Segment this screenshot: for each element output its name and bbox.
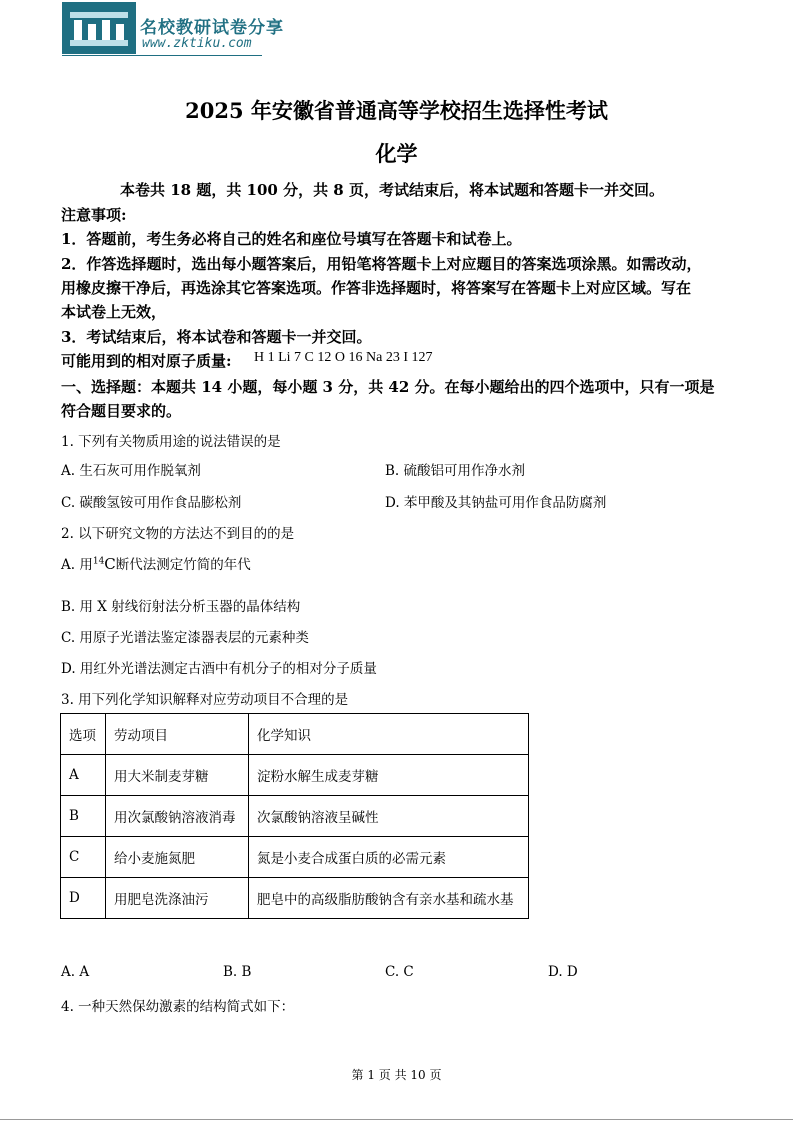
- atomic-mass-label: 可能用到的相对原子质量:: [61, 352, 232, 370]
- logo-icon: [62, 2, 136, 54]
- notes-heading: 注意事项:: [61, 206, 127, 224]
- exam-title: 2025 年安徽省普通高等学校招生选择性考试: [185, 98, 608, 123]
- question-stem: 4. 一种天然保幼激素的结构简式如下：: [61, 999, 295, 1015]
- option-c[interactable]: C. C: [385, 964, 414, 980]
- option-d[interactable]: D. 用红外光谱法测定古酒中有机分子的相对分子质量: [61, 661, 377, 677]
- table-cell: 给小麦施氮肥: [106, 837, 249, 878]
- section-heading: 符合题目要求的。: [61, 402, 182, 420]
- table-row: [61, 796, 529, 837]
- notes-item: 用橡皮擦干净后，再选涂其它答案选项。作答非选择题时，将答案写在答题卡上对应区域。写在: [61, 279, 692, 297]
- page-footer: 第 1 页 共 10 页: [351, 1068, 442, 1082]
- option-a[interactable]: [61, 553, 251, 573]
- table-cell: D: [61, 878, 106, 919]
- option-d[interactable]: D. D: [548, 964, 578, 980]
- table-cell: 肥皂中的高级脂肪酸钠含有亲水基和疏水基: [249, 878, 529, 919]
- notes-item: 本试卷上无效，: [61, 303, 167, 321]
- table-cell: 用大米制麦芽糖: [106, 755, 249, 796]
- table-cell: 淀粉水解生成麦芽糖: [249, 755, 529, 796]
- table-cell: 用次氯酸钠溶液消毒: [106, 796, 249, 837]
- exam-subject: 化学: [375, 141, 418, 166]
- option-a[interactable]: A. 生石灰可用作脱氧剂: [61, 463, 201, 479]
- question-stem: 2. 以下研究文物的方法达不到目的的是: [61, 526, 295, 542]
- table-cell: 次氯酸钠溶液呈碱性: [249, 796, 529, 837]
- option-b[interactable]: B. B: [223, 964, 252, 980]
- notes-item: 3．考试结束后，将本试卷和答题卡一并交回。: [61, 328, 372, 346]
- table-cell: A: [61, 755, 106, 796]
- option-c[interactable]: C. 用原子光谱法鉴定漆器表层的元素种类: [61, 630, 309, 646]
- footer-divider: [0, 1119, 793, 1120]
- option-a-text: 断代法测定竹简的年代: [115, 557, 251, 573]
- table-header-cell: 选项: [61, 714, 106, 755]
- table-header-cell: 化学知识: [249, 714, 529, 755]
- notes-item: 2．作答选择题时，选出每小题答案后，用铅笔将答题卡上对应题目的答案选项涂黑。如需改动，: [61, 255, 702, 273]
- header-divider: [62, 55, 262, 56]
- table-row: [61, 878, 529, 919]
- question-stem: 1. 下列有关物质用途的说法错误的是: [61, 434, 281, 450]
- element-symbol: C: [104, 555, 116, 573]
- table-cell: B: [61, 796, 106, 837]
- table-row: [61, 837, 529, 878]
- table-cell: 氮是小麦合成蛋白质的必需元素: [249, 837, 529, 878]
- option-a[interactable]: A. A: [61, 964, 90, 980]
- option-d[interactable]: D. 苯甲酸及其钠盐可用作食品防腐剂: [385, 495, 607, 511]
- section-heading: 一、选择题：本题共 14 小题，每小题 3 分，共 42 分。在每小题给出的四个选项中，只有一项是: [61, 378, 715, 396]
- table-cell: 用肥皂洗涤油污: [106, 878, 249, 919]
- option-a-prefix: A. 用: [61, 557, 93, 573]
- table-row: [61, 755, 529, 796]
- atomic-mass-values: H 1 Li 7 C 12 O 16 Na 23 I 127: [254, 350, 433, 365]
- site-name: 名校教研试卷分享: [140, 18, 284, 38]
- table-header-row: [61, 714, 529, 755]
- exam-intro: 本卷共 18 题，共 100 分，共 8 页，考试结束后，将本试题和答题卡一并交回。: [120, 181, 664, 199]
- option-c[interactable]: C. 碳酸氢铵可用作食品膨松剂: [61, 495, 242, 511]
- table-header-cell: 劳动项目: [106, 714, 249, 755]
- notes-item: 1．答题前，考生务必将自己的姓名和座位号填写在答题卡和试卷上。: [61, 230, 522, 248]
- option-b[interactable]: B. 硫酸铝可用作净水剂: [385, 463, 526, 479]
- isotope-mass-number: 14: [92, 556, 105, 567]
- question-stem: 3. 用下列化学知识解释对应劳动项目不合理的是: [61, 692, 349, 708]
- question-table: [60, 713, 529, 919]
- table-cell: C: [61, 837, 106, 878]
- site-url[interactable]: www.zktiku.com: [142, 36, 252, 51]
- option-b[interactable]: B. 用 X 射线衍射法分析玉器的晶体结构: [61, 599, 301, 615]
